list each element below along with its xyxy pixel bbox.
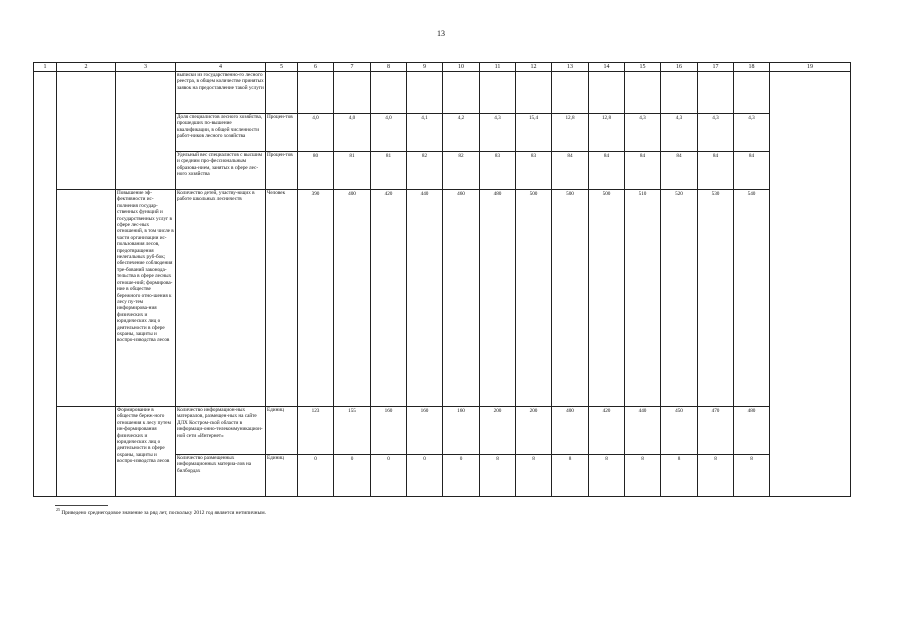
value-cell: 530 — [698, 190, 734, 407]
value-cell: 8 — [661, 455, 698, 497]
page-number: 13 — [437, 29, 445, 38]
value-cell: 155 — [334, 407, 371, 455]
value-cell — [589, 72, 625, 114]
value-cell — [371, 72, 407, 114]
column-number: 18 — [734, 63, 770, 72]
unit-cell: Единиц — [266, 455, 298, 497]
value-cell: 81 — [334, 152, 371, 190]
value-cell: 0 — [334, 455, 371, 497]
value-cell: 160 — [371, 407, 407, 455]
unit-cell: Единиц — [266, 407, 298, 455]
value-cell: 4,2 — [443, 114, 480, 152]
task-cell-empty — [116, 72, 176, 190]
column-number: 16 — [661, 63, 698, 72]
value-cell: 84 — [625, 152, 661, 190]
value-cell: 4,1 — [407, 114, 443, 152]
table-row — [34, 72, 851, 114]
footnote — [56, 507, 266, 516]
value-cell — [552, 72, 589, 114]
column-number: 13 — [552, 63, 589, 72]
value-cell: 510 — [625, 190, 661, 407]
value-cell: 0 — [407, 455, 443, 497]
value-cell: 4,3 — [480, 114, 516, 152]
column-number: 19 — [770, 63, 851, 72]
value-cell: 540 — [734, 190, 770, 407]
col19-cell — [770, 72, 851, 497]
goal-cell-empty — [57, 407, 116, 497]
column-number: 9 — [407, 63, 443, 72]
value-cell: 480 — [480, 190, 516, 407]
column-number: 8 — [371, 63, 407, 72]
value-cell: 500 — [516, 190, 552, 407]
column-number: 6 — [298, 63, 334, 72]
indicator-name: Количество размещенных информационных материа-лов на билбордах — [176, 455, 266, 497]
value-cell: 480 — [734, 407, 770, 455]
column-number: 7 — [334, 63, 371, 72]
value-cell: 0 — [298, 455, 334, 497]
value-cell: 8 — [480, 455, 516, 497]
task-description: Формирование в обществе береж-ного отношения к лесу путем ин-формирования физических и юридических лиц о деятельности в сфере охраны, защиты и воспро-изводства лесов — [116, 407, 176, 497]
column-number: 4 — [176, 63, 266, 72]
table-row — [34, 190, 851, 407]
goal-cell-empty — [57, 72, 116, 190]
value-cell: 400 — [552, 407, 589, 455]
value-cell: 390 — [298, 190, 334, 407]
col1-cell — [34, 72, 57, 497]
value-cell: 500 — [589, 190, 625, 407]
value-cell: 8 — [734, 455, 770, 497]
value-cell: 8 — [698, 455, 734, 497]
value-cell: 520 — [661, 190, 698, 407]
column-number: 2 — [57, 63, 116, 72]
value-cell: 200 — [480, 407, 516, 455]
footnote-marker: 25 — [56, 507, 60, 512]
indicator-name: выписки из государственно-го лесного реестра, в общем количестве принятых заявок на предоставление такой услуги — [176, 72, 266, 114]
column-number: 17 — [698, 63, 734, 72]
value-cell — [698, 72, 734, 114]
value-cell: 8 — [516, 455, 552, 497]
column-numbers-row — [34, 63, 851, 72]
value-cell: 4,3 — [661, 114, 698, 152]
value-cell: 4,0 — [298, 114, 334, 152]
value-cell: 82 — [407, 152, 443, 190]
value-cell — [661, 72, 698, 114]
value-cell: 200 — [516, 407, 552, 455]
value-cell: 400 — [334, 190, 371, 407]
value-cell: 4,3 — [698, 114, 734, 152]
footnote-text: Приведено среднегодовое значение за ряд лет, поскольку 2012 год является нетипичным. — [60, 509, 266, 516]
unit-cell — [266, 72, 298, 114]
value-cell: 8 — [625, 455, 661, 497]
value-cell: 420 — [589, 407, 625, 455]
footnote-divider — [55, 505, 108, 506]
value-cell: 450 — [661, 407, 698, 455]
indicators-table — [33, 62, 851, 497]
value-cell: 0 — [371, 455, 407, 497]
indicator-name: Доля специалистов лесного хозяйства, прошедших по-вышение квалификации, в общей численности работ-ников лесного хозяйства — [176, 114, 266, 152]
value-cell: 8 — [552, 455, 589, 497]
value-cell: 83 — [516, 152, 552, 190]
value-cell — [407, 72, 443, 114]
value-cell: 160 — [443, 407, 480, 455]
unit-cell: Процен-тов — [266, 114, 298, 152]
value-cell: 500 — [552, 190, 589, 407]
value-cell: 460 — [443, 190, 480, 407]
value-cell: 440 — [625, 407, 661, 455]
value-cell: 123 — [298, 407, 334, 455]
table-row — [34, 407, 851, 455]
value-cell — [480, 72, 516, 114]
value-cell: 12,8 — [552, 114, 589, 152]
value-cell — [516, 72, 552, 114]
column-number: 3 — [116, 63, 176, 72]
column-number: 15 — [625, 63, 661, 72]
value-cell: 15,4 — [516, 114, 552, 152]
indicator-name: Количество информацион-ных материалов, размещен-ных на сайте ДЛХ Костром-ской области в информаци-онно-телекоммуникацион-ной сети «Интернет» — [176, 407, 266, 455]
value-cell — [298, 72, 334, 114]
task-description: Повышение эф-фективности ис-полнения государ-ственных функций и государственных услуг в сфере лес-ных отношений, в том числе в части организации ис-пользования лесов, предотвращения нелегальных руб-бок; обеспечение соблюдения тре-бований законода-тельства в сфере лесных отноше-ний; формирова-ние в обществе бережного отно-шения к лесу пу-тем информирова-ния физических и юридических лиц о деятельности в сфере охраны, защиты и воспро-изводства лесов — [116, 190, 176, 407]
value-cell: 82 — [443, 152, 480, 190]
value-cell: 12,8 — [589, 114, 625, 152]
value-cell: 84 — [698, 152, 734, 190]
value-cell: 84 — [589, 152, 625, 190]
value-cell: 80 — [298, 152, 334, 190]
value-cell: 84 — [552, 152, 589, 190]
value-cell: 470 — [698, 407, 734, 455]
value-cell — [734, 72, 770, 114]
value-cell: 4,0 — [334, 114, 371, 152]
value-cell — [443, 72, 480, 114]
value-cell — [334, 72, 371, 114]
value-cell: 83 — [480, 152, 516, 190]
column-number: 14 — [589, 63, 625, 72]
value-cell: 4,0 — [371, 114, 407, 152]
column-number: 11 — [480, 63, 516, 72]
value-cell: 84 — [734, 152, 770, 190]
value-cell — [625, 72, 661, 114]
value-cell: 420 — [371, 190, 407, 407]
value-cell: 4,3 — [734, 114, 770, 152]
value-cell: 8 — [589, 455, 625, 497]
indicator-name: Количество детей, участву-ющих в работе школьных лесничеств — [176, 190, 266, 407]
value-cell: 160 — [407, 407, 443, 455]
unit-cell: Человек — [266, 190, 298, 407]
goal-cell-empty — [57, 190, 116, 407]
value-cell: 0 — [443, 455, 480, 497]
unit-cell: Процен-тов — [266, 152, 298, 190]
column-number: 10 — [443, 63, 480, 72]
column-number: 12 — [516, 63, 552, 72]
column-number: 1 — [34, 63, 57, 72]
indicator-name: Удельный вес специалистов с высшим и средним про-фессиональным образова-нием, занятых в сфере лес-ного хозяйства — [176, 152, 266, 190]
value-cell: 84 — [661, 152, 698, 190]
value-cell: 81 — [371, 152, 407, 190]
value-cell: 4,3 — [625, 114, 661, 152]
column-number: 5 — [266, 63, 298, 72]
value-cell: 440 — [407, 190, 443, 407]
